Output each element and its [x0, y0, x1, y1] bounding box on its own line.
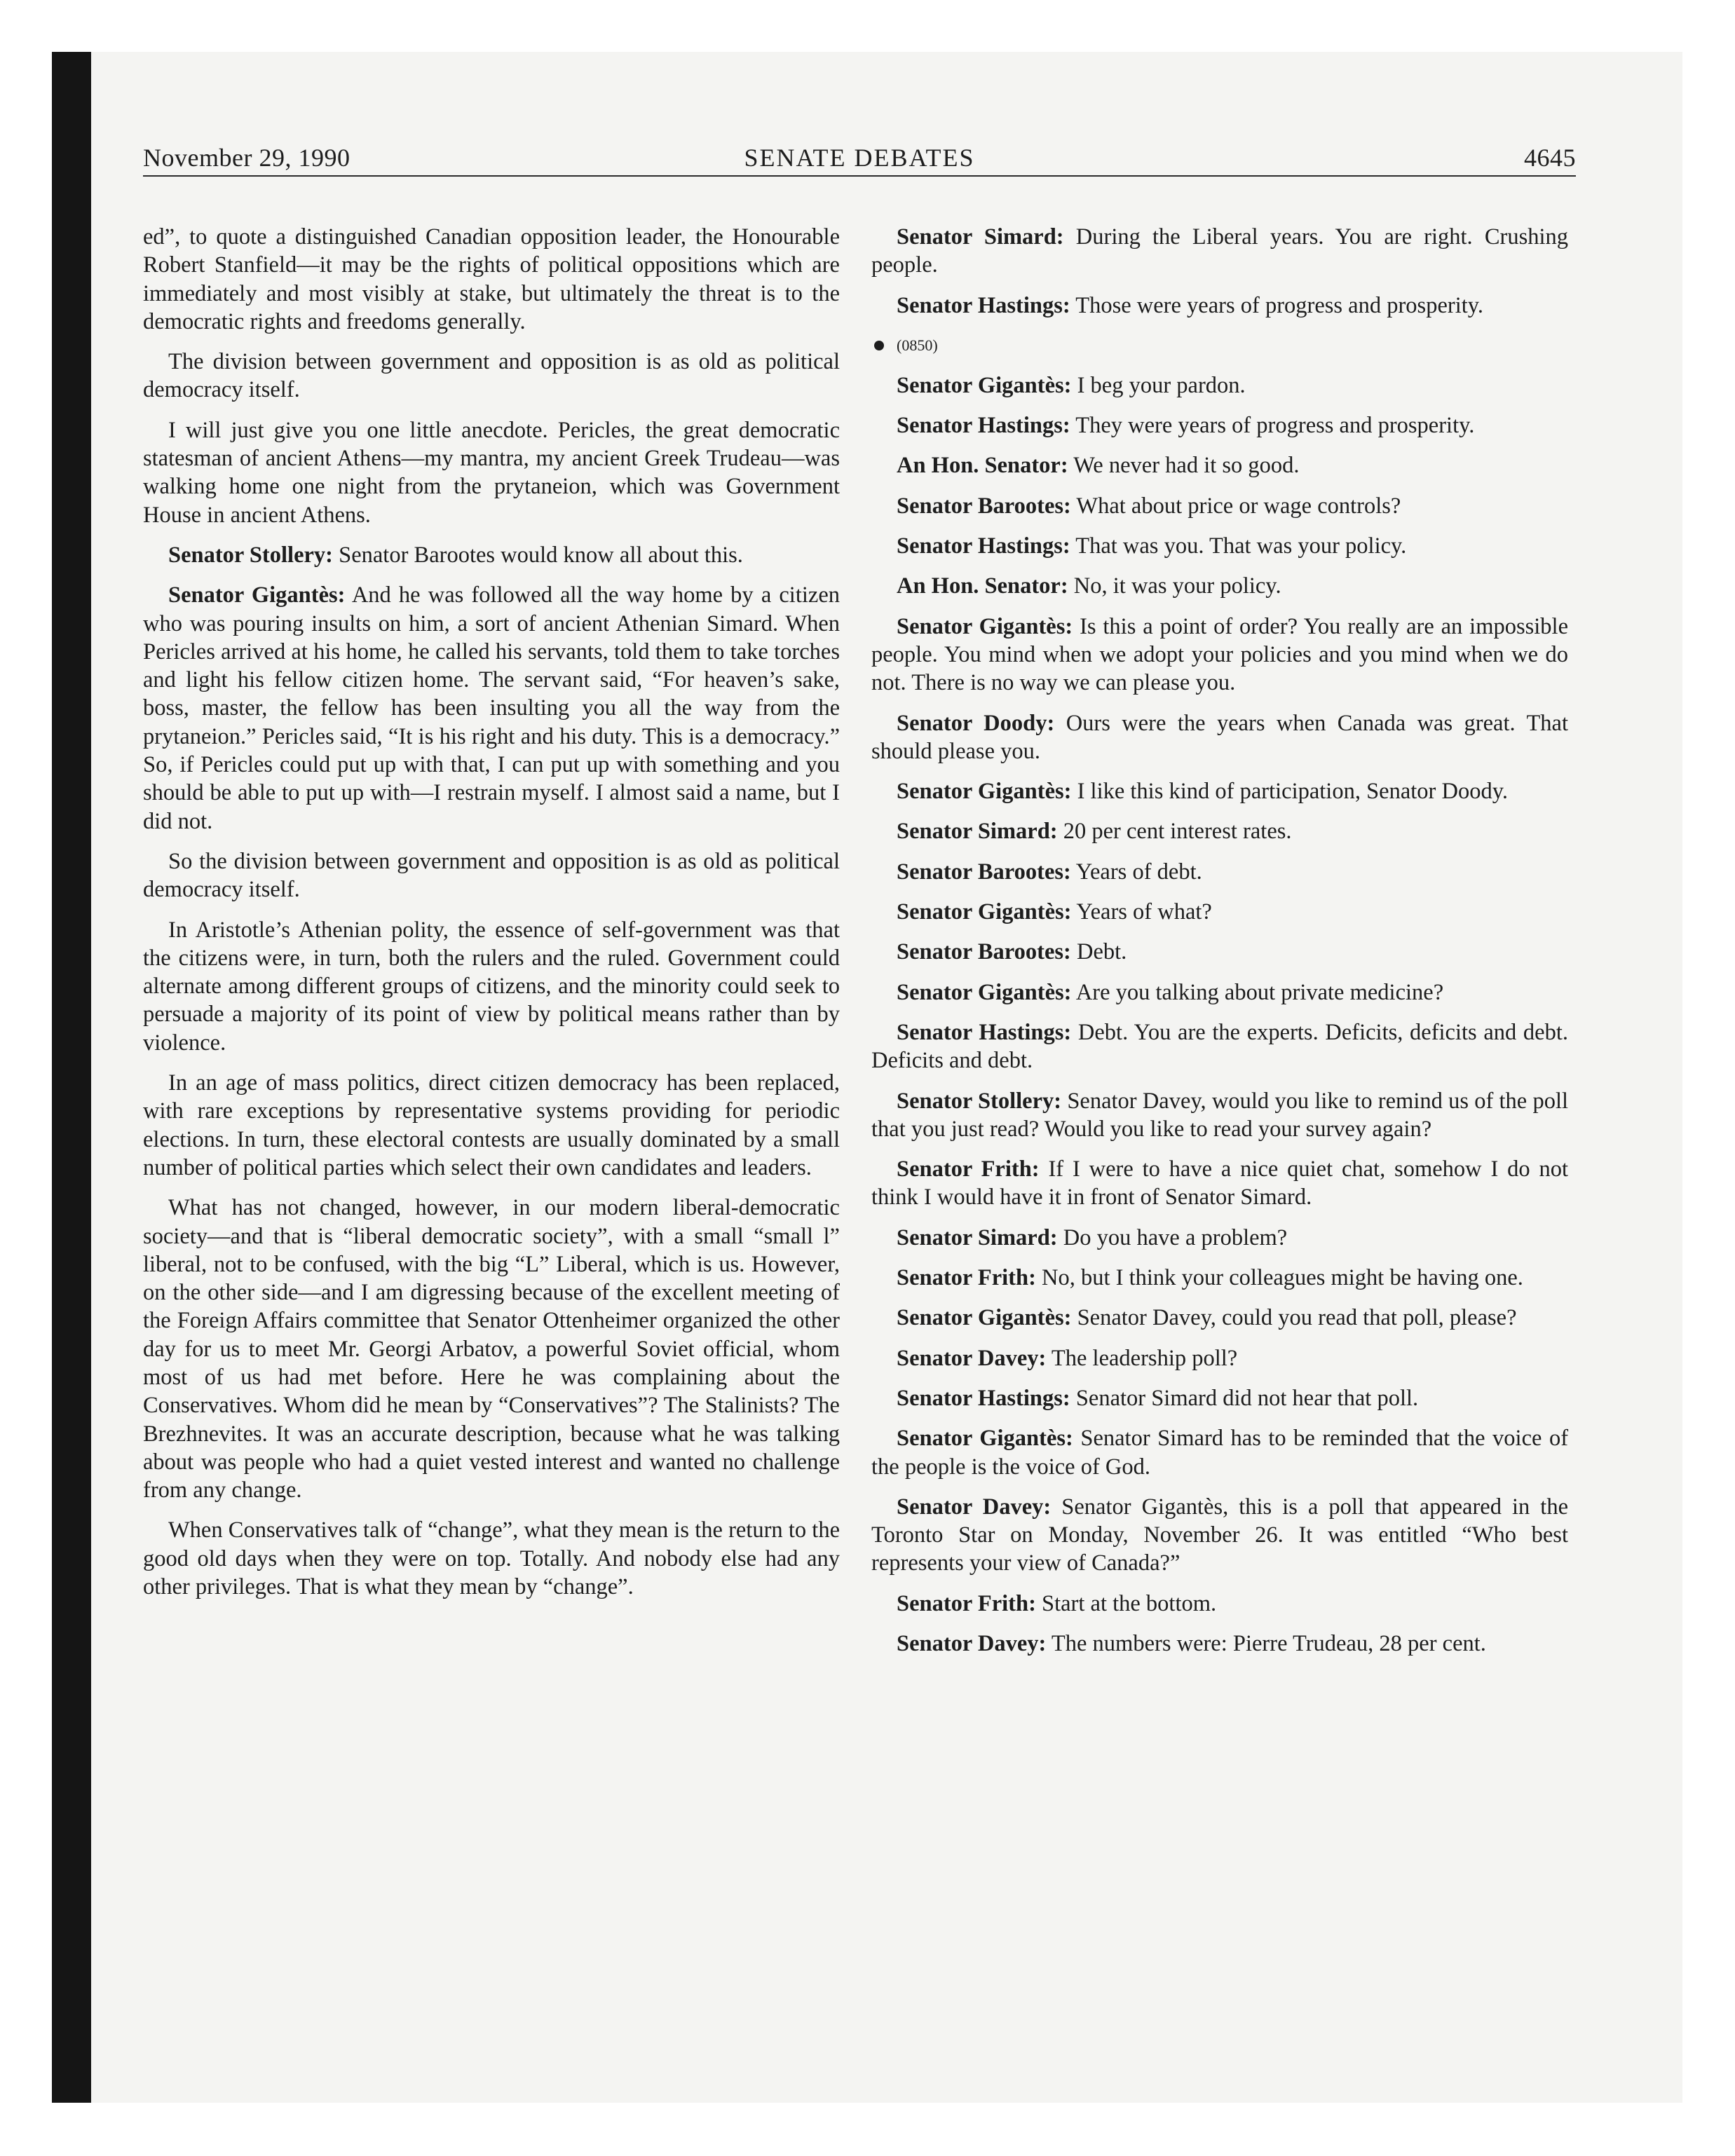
paragraph-text: Senator Gigantès, this is a poll that appeared in the Toronto Star on Monday, November 26. It was entitled “Who best represents your view of Canada?” [871, 1494, 1568, 1576]
speaker-name: Senator Hastings: [897, 1019, 1072, 1045]
text-paragraph [143, 348, 840, 404]
speaker-name: Senator Frith: [897, 1157, 1040, 1182]
speaker-name: Senator Gigantès: [168, 582, 346, 608]
speaker-name: Senator Hastings: [897, 413, 1070, 439]
paragraph-text: What has not changed, however, in our modern liberal-democratic society—and that is “liberal democratic society”, with a small “small l” liberal, not to be confused, with the big “L” Liberal, which is us. However, on the other side—and I am digressing because of the excellent meeting of the Foreign Affairs committee that Senator Ottenheimer organized the other day for us to meet Mr. Georgi Arbatov, a powerful Soviet official, whom most of us had met before. Here he was complaining about the Conservatives. Whom did he mean by “Conservatives”? The Stalinists? The Brezhnevites. It was an accurate description, because what he was talking about was people who had a quiet vested interest and wanted no challenge from any change. [143, 1195, 840, 1503]
paragraph-text: Start at the bottom. [1042, 1590, 1217, 1616]
speaker-name: Senator Simard: [897, 1224, 1058, 1250]
speaker-name: Senator Barootes: [897, 859, 1071, 885]
speech-paragraph [871, 817, 1568, 845]
speaker-name: Senator Stollery: [897, 1088, 1062, 1114]
paragraph-text: So the division between government and opposition is as old as political democracy itself. [143, 848, 840, 903]
paragraph-text: Senator Simard has to be reminded that the voice of the people is the voice of God. [871, 1426, 1569, 1480]
text-paragraph [143, 1516, 840, 1601]
speech-paragraph [871, 938, 1568, 966]
text-paragraph [143, 847, 840, 904]
speaker-name: Senator Gigantès: [897, 613, 1073, 639]
paragraph-text: Years of debt. [1075, 859, 1202, 885]
speech-paragraph [871, 1264, 1568, 1292]
speech-paragraph [871, 1590, 1568, 1618]
speaker-name: Senator Frith: [897, 1590, 1036, 1616]
speaker-name: Senator Gigantès: [897, 899, 1072, 925]
speaker-name: Senator Gigantès: [897, 1426, 1073, 1452]
paragraph-text: Senator Davey, would you like to remind us of the poll that you just read? Would you like to read your survey again? [871, 1088, 1568, 1142]
header-date: November 29, 1990 [143, 144, 351, 172]
speech-paragraph [871, 451, 1568, 479]
speaker-name: Senator Barootes: [897, 939, 1071, 965]
speaker-name: Senator Hastings: [897, 292, 1070, 318]
paragraph-text: Are you talking about private medicine? [1075, 979, 1444, 1005]
paragraph-text: During the Liberal years. You are right. Crushing people. [871, 224, 1568, 278]
speech-paragraph [871, 572, 1568, 600]
speech-paragraph [871, 858, 1568, 886]
paragraph-text: We never had it so good. [1073, 453, 1300, 479]
speech-paragraph [871, 1155, 1568, 1212]
paragraph-text: The numbers were: Pierre Trudeau, 28 per cent. [1051, 1630, 1486, 1656]
speech-paragraph [871, 371, 1568, 400]
speech-paragraph [143, 541, 840, 569]
paragraph-text: The leadership poll? [1051, 1345, 1238, 1371]
speaker-name: An Hon. Senator: [897, 573, 1068, 599]
time-marker-text: (0850) [897, 336, 938, 354]
speaker-name: Senator Stollery: [168, 542, 333, 568]
text-paragraph [143, 1069, 840, 1182]
speech-paragraph [871, 292, 1568, 320]
speech-paragraph [871, 1018, 1568, 1075]
speech-paragraph [871, 1630, 1568, 1658]
speaker-name: Senator Gigantès: [897, 372, 1072, 398]
speech-paragraph [871, 709, 1568, 766]
paragraph-text: That was you. That was your policy. [1075, 533, 1407, 559]
text-paragraph [143, 1194, 840, 1504]
paragraph-text: Those were years of progress and prosperity. [1075, 292, 1484, 318]
speech-paragraph [871, 1304, 1568, 1332]
paragraph-text: They were years of progress and prosperity. [1075, 413, 1475, 439]
speaker-name: Senator Simard: [897, 819, 1058, 845]
speaker-name: An Hon. Senator: [897, 453, 1068, 479]
paragraph-text: No, but I think your colleagues might be having one. [1042, 1265, 1523, 1291]
bullet-icon [874, 341, 884, 350]
paragraph-text: If I were to have a nice quiet chat, somehow I do not think I would have it in front of Senator Simard. [871, 1157, 1568, 1210]
paragraph-text: When Conservatives talk of “change”, what they mean is the return to the good old days when they were on top. Totally. And nobody else had any other privileges. That is what they mean by “change”. [143, 1517, 840, 1600]
text-paragraph [143, 223, 840, 336]
paragraph-text: 20 per cent interest rates. [1063, 819, 1292, 845]
paragraph-text: What about price or wage controls? [1076, 493, 1401, 519]
text-paragraph [143, 416, 840, 529]
header-page-number: 4645 [1524, 144, 1576, 172]
speech-paragraph [871, 1087, 1568, 1144]
speech-paragraph [871, 532, 1568, 560]
speech-paragraph [871, 1424, 1568, 1481]
paragraph-text: I like this kind of participation, Senator Doody. [1077, 779, 1508, 805]
paragraph-text: Years of what? [1076, 899, 1212, 925]
paragraph-text: The division between government and opposition is as old as political democracy itself. [143, 349, 840, 403]
paragraph-text: ed”, to quote a distinguished Canadian opposition leader, the Honourable Robert Stanfield—it may be the rights of political oppositions which are immediately and most visibly at stake, but ultimately the threat is to the democratic rights and freedoms generally. [143, 224, 840, 334]
speech-paragraph [871, 613, 1568, 697]
speech-paragraph [871, 1384, 1568, 1412]
scan-edge-bar [52, 52, 91, 2103]
paragraph-text: No, it was your policy. [1073, 573, 1281, 599]
speech-paragraph [871, 1344, 1568, 1372]
speech-paragraph [871, 411, 1568, 439]
speaker-name: Senator Hastings: [897, 1385, 1070, 1411]
paragraph-text: Senator Simard did not hear that poll. [1075, 1385, 1419, 1411]
speech-paragraph [871, 1224, 1568, 1252]
speaker-name: Senator Davey: [897, 1494, 1052, 1520]
paragraph-text: Senator Davey, could you read that poll, please? [1077, 1305, 1517, 1331]
speaker-name: Senator Davey: [897, 1630, 1047, 1656]
speech-paragraph [871, 1493, 1568, 1578]
speaker-name: Senator Gigantès: [897, 1305, 1072, 1331]
paragraph-text: Do you have a problem? [1063, 1224, 1288, 1250]
speaker-name: Senator Doody: [897, 710, 1055, 736]
speaker-name: Senator Davey: [897, 1345, 1047, 1371]
speaker-name: Senator Barootes: [897, 493, 1071, 519]
speech-paragraph [871, 223, 1568, 280]
text-paragraph [143, 916, 840, 1057]
paragraph-text: Debt. You are the experts. Deficits, deficits and debt. Deficits and debt. [871, 1019, 1569, 1074]
speech-paragraph [143, 581, 840, 835]
speaker-name: Senator Frith: [897, 1265, 1036, 1291]
speech-paragraph [871, 777, 1568, 805]
right-text-column [871, 223, 1568, 1670]
paragraph-text: I beg your pardon. [1077, 372, 1246, 398]
time-marker [871, 332, 1568, 360]
running-head [143, 137, 1576, 178]
paragraph-text: Debt. [1076, 939, 1127, 965]
header-publication-title: SENATE DEBATES [744, 144, 975, 172]
paragraph-text: In an age of mass politics, direct citizen democracy has been replaced, with rare exceptions by representative systems providing for periodic elections. In turn, these electoral contests are usually dominated by a small number of political parties which select their own candidates and leaders. [143, 1070, 840, 1180]
speaker-name: Senator Hastings: [897, 533, 1070, 559]
paragraph-text: Ours were the years when Canada was great. That should please you. [871, 710, 1568, 764]
speech-paragraph [871, 898, 1568, 926]
left-text-column [143, 223, 840, 1613]
header-rule [143, 175, 1576, 177]
paragraph-text: Is this a point of order? You really are an impossible people. You mind when we adopt your policies and you mind when we do not. There is no way we can please you. [871, 613, 1569, 696]
speaker-name: Senator Gigantès: [897, 979, 1072, 1005]
speech-paragraph [871, 492, 1568, 520]
paragraph-text: And he was followed all the way home by a citizen who was pouring insults on him, a sort of ancient Athenian Simard. When Pericles arrived at his home, he called his servants, told them to take torches and light his fellow citizen home. The servant said, “For heaven’s sake, boss, master, the fellow has been insulting you all the way from the prytaneion.” Pericles said, “It is his right and his duty. This is a democracy.” So, if Pericles could put up with that, I can put up with something and you should be able to put up with—I restrain myself. I almost said a name, but I did not. [143, 582, 840, 834]
speaker-name: Senator Simard: [897, 224, 1064, 250]
speaker-name: Senator Gigantès: [897, 779, 1072, 805]
paragraph-text: Senator Barootes would know all about this. [339, 542, 743, 568]
paragraph-text: I will just give you one little anecdote. Pericles, the great democratic statesman of ancient Athens—my mantra, my ancient Greek Trudeau—was walking home one night from the prytaneion, which was Government House in ancient Athens. [143, 417, 840, 528]
paragraph-text: In Aristotle’s Athenian polity, the essence of self-government was that the citizens were, in turn, both the rulers and the ruled. Government could alternate among different groups of citizens, and the minority could seek to persuade a majority of its point of view by political means rather than by violence. [143, 917, 840, 1056]
speech-paragraph [871, 978, 1568, 1007]
